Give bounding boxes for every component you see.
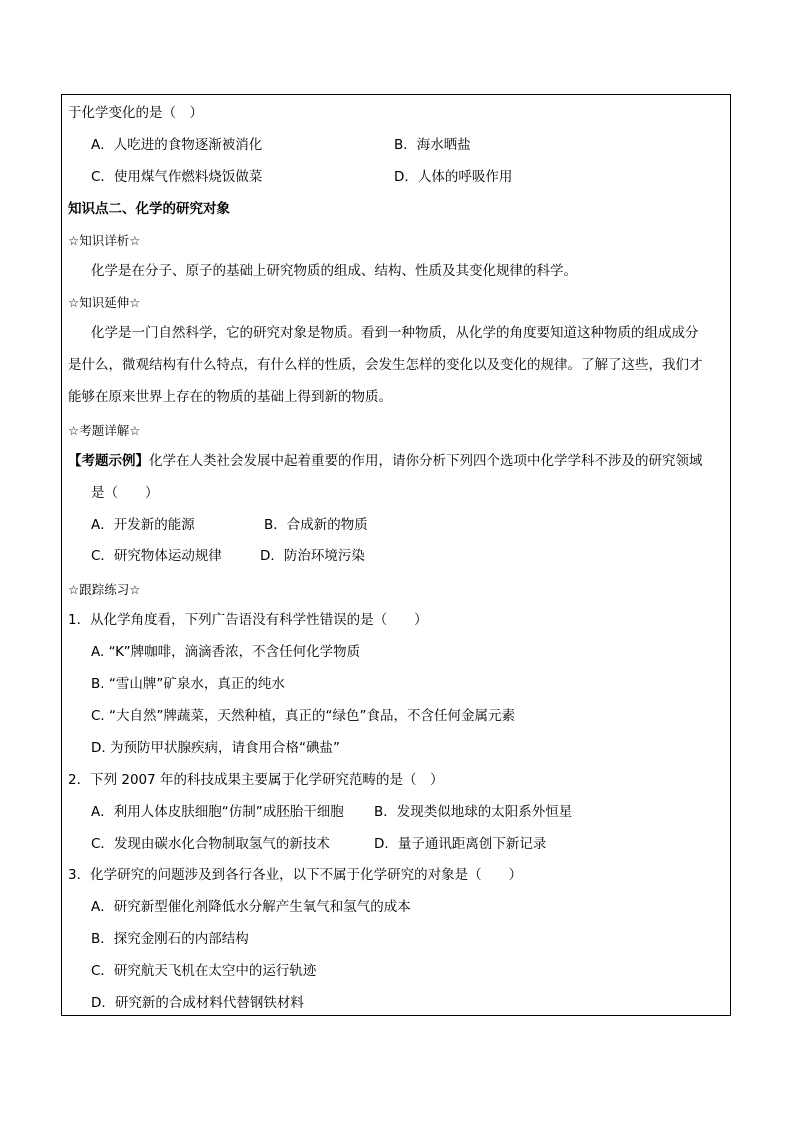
example-option-b: B．合成新的物质 (264, 517, 368, 533)
content-frame (61, 94, 731, 1016)
exam-heading: ☆考题详解☆ (68, 423, 141, 438)
q1-option-d: D. 为预防甲状腺疾病，请食用合格“碘盐” (91, 740, 340, 756)
practice-heading: ☆跟踪练习☆ (68, 582, 141, 597)
example-question (68, 451, 703, 471)
q2-option-c: C．发现由碳水化合物制取氢气的新技术 (91, 836, 330, 852)
option-a: A．人吃进的食物逐渐被消化 (91, 137, 263, 153)
detail-heading: ☆知识详析☆ (68, 233, 141, 248)
extension-heading: ☆知识延伸☆ (68, 295, 141, 310)
extension-line-3: 能够在原来世界上存在的物质的基础上得到新的物质。 (68, 389, 392, 405)
option-c: C．使用煤气作燃料烧饭做菜 (91, 169, 263, 185)
extension-line-1: 化学是一门自然科学，它的研究对象是物质。看到一种物质，从化学的角度要知道这种物质的组成成分 (91, 325, 699, 341)
q1-option-a: A. “K”牌咖啡，滴滴香浓，不含任何化学物质 (91, 644, 361, 660)
option-d: D．人体的呼吸作用 (394, 169, 513, 185)
question-stem-tail: 于化学变化的是（ ） (68, 105, 203, 121)
q1-option-b: B. “雪山牌”矿泉水，真正的纯水 (91, 676, 285, 692)
q3-option-b: B．探究金刚石的内部结构 (91, 931, 249, 947)
q2-option-d: D．量子通讯距离创下新记录 (374, 836, 547, 852)
q2-stem: 2．下列 2007 年的科技成果主要属于化学研究范畴的是（ ） (68, 772, 444, 788)
example-option-a: A．开发新的能源 (91, 517, 195, 533)
detail-text: 化学是在分子、原子的基础上研究物质的组成、结构、性质及其变化规律的科学。 (91, 263, 577, 279)
q2-option-b: B．发现类似地球的太阳系外恒星 (374, 804, 573, 820)
q3-option-d: D．研究新的合成材料代替钢铁材料 (91, 995, 304, 1011)
example-option-c: C．研究物体运动规律 (91, 548, 222, 564)
example-stem: 化学在人类社会发展中起着重要的作用，请你分析下列四个选项中化学学科不涉及的研究领域 (149, 453, 703, 469)
section-title: 知识点二、化学的研究对象 (68, 201, 230, 217)
q2-option-a: A．利用人体皮肤细胞“仿制”成胚胎干细胞 (91, 804, 344, 820)
option-b: B．海水晒盐 (394, 137, 471, 153)
example-option-d: D．防治环境污染 (260, 548, 365, 564)
example-stem-cont: 是（ ） (91, 485, 159, 501)
q1-option-c: C. “大自然”牌蔬菜，天然种植，真正的“绿色”食品，不含任何金属元素 (91, 708, 515, 724)
example-label: 【考题示例】 (68, 453, 149, 469)
q3-option-c: C．研究航天飞机在太空中的运行轨迹 (91, 963, 317, 979)
q3-option-a: A．研究新型催化剂降低水分解产生氧气和氢气的成本 (91, 899, 411, 915)
q1-stem: 1．从化学角度看，下列广告语没有科学性错误的是（ ） (68, 612, 428, 628)
q3-stem: 3．化学研究的问题涉及到各行各业，以下不属于化学研究的对象是（ ） (68, 867, 523, 883)
extension-line-2: 是什么，微观结构有什么特点，有什么样的性质，会发生怎样的变化以及变化的规律。了解了这些，我们才 (68, 357, 703, 373)
